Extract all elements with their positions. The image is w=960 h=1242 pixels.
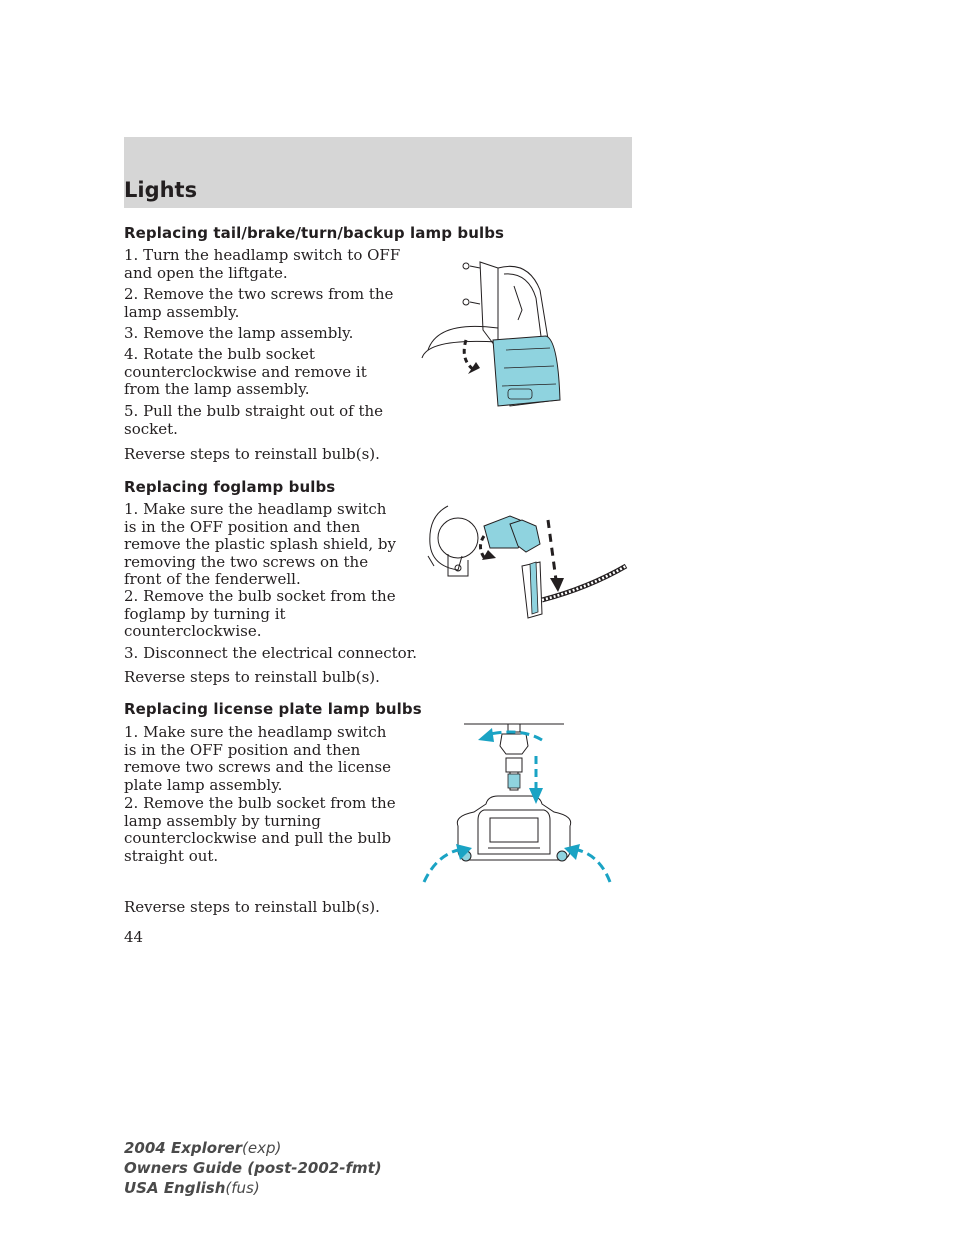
footer-language-code: (fus) [225, 1179, 260, 1197]
step-1: 1. Turn the headlamp switch to OFF and open the liftgate. [124, 246, 401, 282]
step-2: 2. Remove the bulb socket from the foglamp by turning it counterclockwise. [124, 587, 396, 640]
step-1: 1. Make sure the headlamp switch is in the OFF position and then remove two screws and the license plate lamp assembly. [124, 723, 391, 794]
footer-model: 2004 Explorer [124, 1139, 243, 1157]
tail-lamp-illustration [418, 250, 578, 410]
step-3: 3. Disconnect the electrical connector. [124, 644, 417, 662]
reinstall-note: Reverse steps to reinstall bulb(s). [124, 445, 380, 463]
foglamp-illustration [418, 496, 638, 628]
section-header-title: Lights [124, 178, 198, 202]
step-2: 2. Remove the two screws from the lamp assembly. [124, 285, 394, 321]
page-number: 44 [124, 928, 144, 946]
step-4: 4. Rotate the bulb socket counterclockwise and remove it from the lamp assembly. [124, 345, 367, 398]
license-plate-lamp-illustration [418, 716, 618, 886]
step-5: 5. Pull the bulb straight out of the socket. [124, 402, 384, 438]
step-3: 3. Remove the lamp assembly. [124, 324, 354, 342]
section-title-foglamp: Replacing foglamp bulbs [124, 478, 336, 496]
section-title-tail-lamp: Replacing tail/brake/turn/backup lamp bulbs [124, 224, 505, 242]
reinstall-note: Reverse steps to reinstall bulb(s). [124, 898, 380, 916]
footer-language: USA English [124, 1179, 226, 1197]
footer-guide: Owners Guide (post-2002-fmt) [124, 1159, 382, 1177]
step-2: 2. Remove the bulb socket from the lamp assembly by turning counterclockwise and pull the bulb straight out. [124, 794, 396, 865]
footer-model-code: (exp) [242, 1139, 282, 1157]
reinstall-note: Reverse steps to reinstall bulb(s). [124, 668, 380, 686]
document-footer [124, 1138, 382, 1198]
section-title-license-plate: Replacing license plate lamp bulbs [124, 700, 422, 718]
step-1: 1. Make sure the headlamp switch is in the OFF position and then remove the plastic splash shield, by removing the two screws on the front of the fenderwell. [124, 500, 396, 588]
header-band [124, 137, 632, 208]
